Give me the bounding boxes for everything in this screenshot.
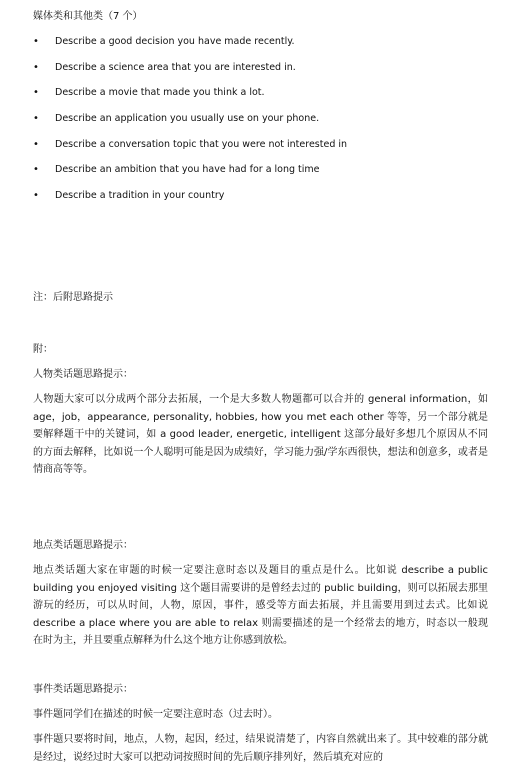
bullet-marker: •: [33, 87, 39, 98]
bullet-marker: •: [33, 139, 39, 150]
bullet-marker: •: [33, 113, 39, 124]
bullet-marker: •: [33, 36, 39, 47]
bullet-marker: •: [33, 164, 39, 175]
bullet-marker: •: [33, 62, 39, 73]
places-heading: 地点类话题思路提示：: [33, 540, 133, 551]
appendix-label: 附：: [33, 344, 53, 355]
topic-item: Describe a conversation topic that you were not interested in: [55, 139, 348, 150]
people-paragraph: 人物题大家可以分成两个部分去拓展，一个是大多数人物题都可以合并的 general information，如 age，job，appearance, personality, hobbies, how you met each other 等等，另一个部分就是要解释题干中的关键词，如 a good leader, energetic, intelligent 这部分最好多想几个原因从不同的方面去解释，比如说一个人聪明可能是因为成绩好，学习能力强/学东西很快，想法和创意多，或者是情商高等等。: [33, 394, 488, 475]
topic-item: Describe a good decision you have made recently.: [55, 36, 295, 47]
topic-item: Describe a tradition in your country: [55, 190, 225, 201]
section-title: 媒体类和其他类（7 个）: [33, 11, 143, 22]
topic-item: Describe a movie that made you think a lot.: [55, 87, 265, 98]
places-paragraph: 地点类话题大家在审题的时候一定要注意时态以及题目的重点是什么。比如说 describe a public building you enjoyed visiting 这个题目需要讲的是曾经去过的 public building，则可以拓展去那里游玩的经历，可以从时间，人物，原因，事件，感受等方面去拓展，并且需要用到过去式。比如说 describe a place where you are able to relax 则需要描述的是一个经常去的地方，时态以一般现在时为主，并且要重点解释为什么这个地方让你感到放松。: [33, 565, 488, 646]
topic-item: Describe a science area that you are interested in.: [55, 62, 296, 73]
note-line: 注：后附思路提示: [33, 292, 113, 303]
events-paragraph: 事件题只要将时间，地点，人物，起因，经过，结果说清楚了，内容自然就出来了。其中较难的部分就是经过，说经过时大家可以把动词按照时间的先后顺序排列好，然后填充对应的: [33, 734, 488, 763]
people-heading: 人物类话题思路提示：: [33, 369, 133, 380]
topic-item: Describe an application you usually use on your phone.: [55, 113, 320, 124]
topic-item: Describe an ambition that you have had for a long time: [55, 164, 320, 175]
bullet-marker: •: [33, 190, 39, 201]
events-tense-note: 事件题同学们在描述的时候一定要注意时态（过去时）。: [33, 709, 278, 720]
events-heading: 事件类话题思路提示：: [33, 684, 133, 695]
